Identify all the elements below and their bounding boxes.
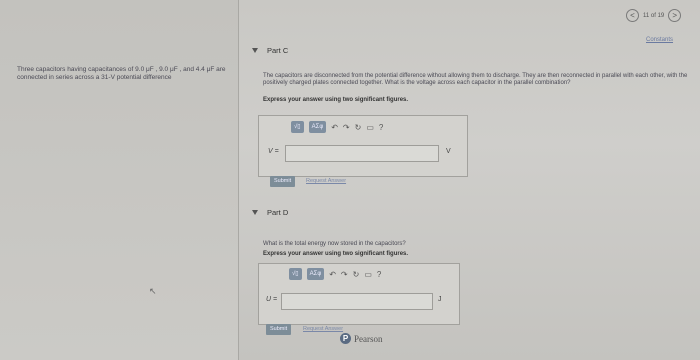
sqrt-template-button[interactable]: √▯ (289, 268, 302, 280)
part-c-answer-input[interactable] (285, 145, 439, 162)
part-c-header[interactable] (252, 46, 288, 55)
panel-divider (238, 0, 239, 360)
keyboard-icon[interactable]: ▭ (366, 122, 374, 132)
part-c-variable-label: V = (268, 148, 279, 155)
keyboard-icon[interactable]: ▭ (364, 269, 372, 279)
part-c-unit: V (446, 148, 451, 155)
pearson-logo (340, 333, 383, 344)
pearson-p-icon: P (340, 333, 351, 344)
mouse-cursor-icon: ↖ (149, 286, 157, 296)
part-d-question: What is the total energy now stored in the capacitors? (263, 241, 406, 247)
part-d-instruction: Express your answer using two significant figures. (263, 251, 409, 257)
part-c-toolbar (291, 121, 383, 133)
greek-symbols-button[interactable]: AΣφ (309, 121, 327, 133)
problem-pager (626, 9, 681, 22)
reset-icon[interactable]: ↻ (354, 122, 362, 132)
part-d-toolbar (289, 268, 381, 280)
sqrt-template-button[interactable]: √▯ (291, 121, 304, 133)
collapse-triangle-icon[interactable] (252, 210, 258, 215)
problem-sidebar (0, 0, 238, 360)
part-c-title: Part C (267, 46, 289, 55)
redo-icon[interactable]: ↷ (342, 122, 350, 132)
part-d-header[interactable] (252, 208, 288, 217)
part-c-question: The capacitors are disconnected from the potential difference without allowing them to discharge. They are then reconnected in parallel with each other, with the positively charged plates connected together. What is the voltage across each capacitor in the parallel combination? (263, 73, 688, 86)
constants-link[interactable]: Constants (646, 37, 674, 43)
redo-icon[interactable]: ↷ (340, 269, 348, 279)
problem-text: Three capacitors having capacitances of 9.0 μF , 9.0 μF , and 4.4 μF are connected in series across a 31-V potential difference (17, 66, 226, 81)
part-d-title: Part D (267, 208, 289, 217)
greek-symbols-button[interactable]: AΣφ (307, 268, 325, 280)
help-icon[interactable]: ? (376, 269, 382, 279)
help-icon[interactable]: ? (378, 122, 384, 132)
reset-icon[interactable]: ↻ (352, 269, 360, 279)
pearson-wordmark: Pearson (354, 333, 383, 344)
part-d-submit-button[interactable]: Submit (266, 324, 291, 335)
part-d-request-answer-link[interactable]: Request Answer (303, 326, 344, 332)
part-d-answer-input[interactable] (281, 293, 433, 310)
part-c-instruction: Express your answer using two significant figures. (263, 97, 409, 103)
prev-problem-button[interactable]: < (626, 9, 639, 22)
problem-counter: 11 of 19 (643, 12, 665, 19)
undo-icon[interactable]: ↶ (331, 122, 338, 132)
collapse-triangle-icon[interactable] (252, 48, 258, 53)
undo-icon[interactable]: ↶ (329, 269, 336, 279)
part-d-variable-label: U = (266, 296, 278, 303)
part-d-unit: J (438, 296, 442, 303)
part-c-submit-button[interactable]: Submit (270, 176, 295, 187)
next-problem-button[interactable]: > (668, 9, 681, 22)
part-c-request-answer-link[interactable]: Request Answer (306, 178, 347, 184)
